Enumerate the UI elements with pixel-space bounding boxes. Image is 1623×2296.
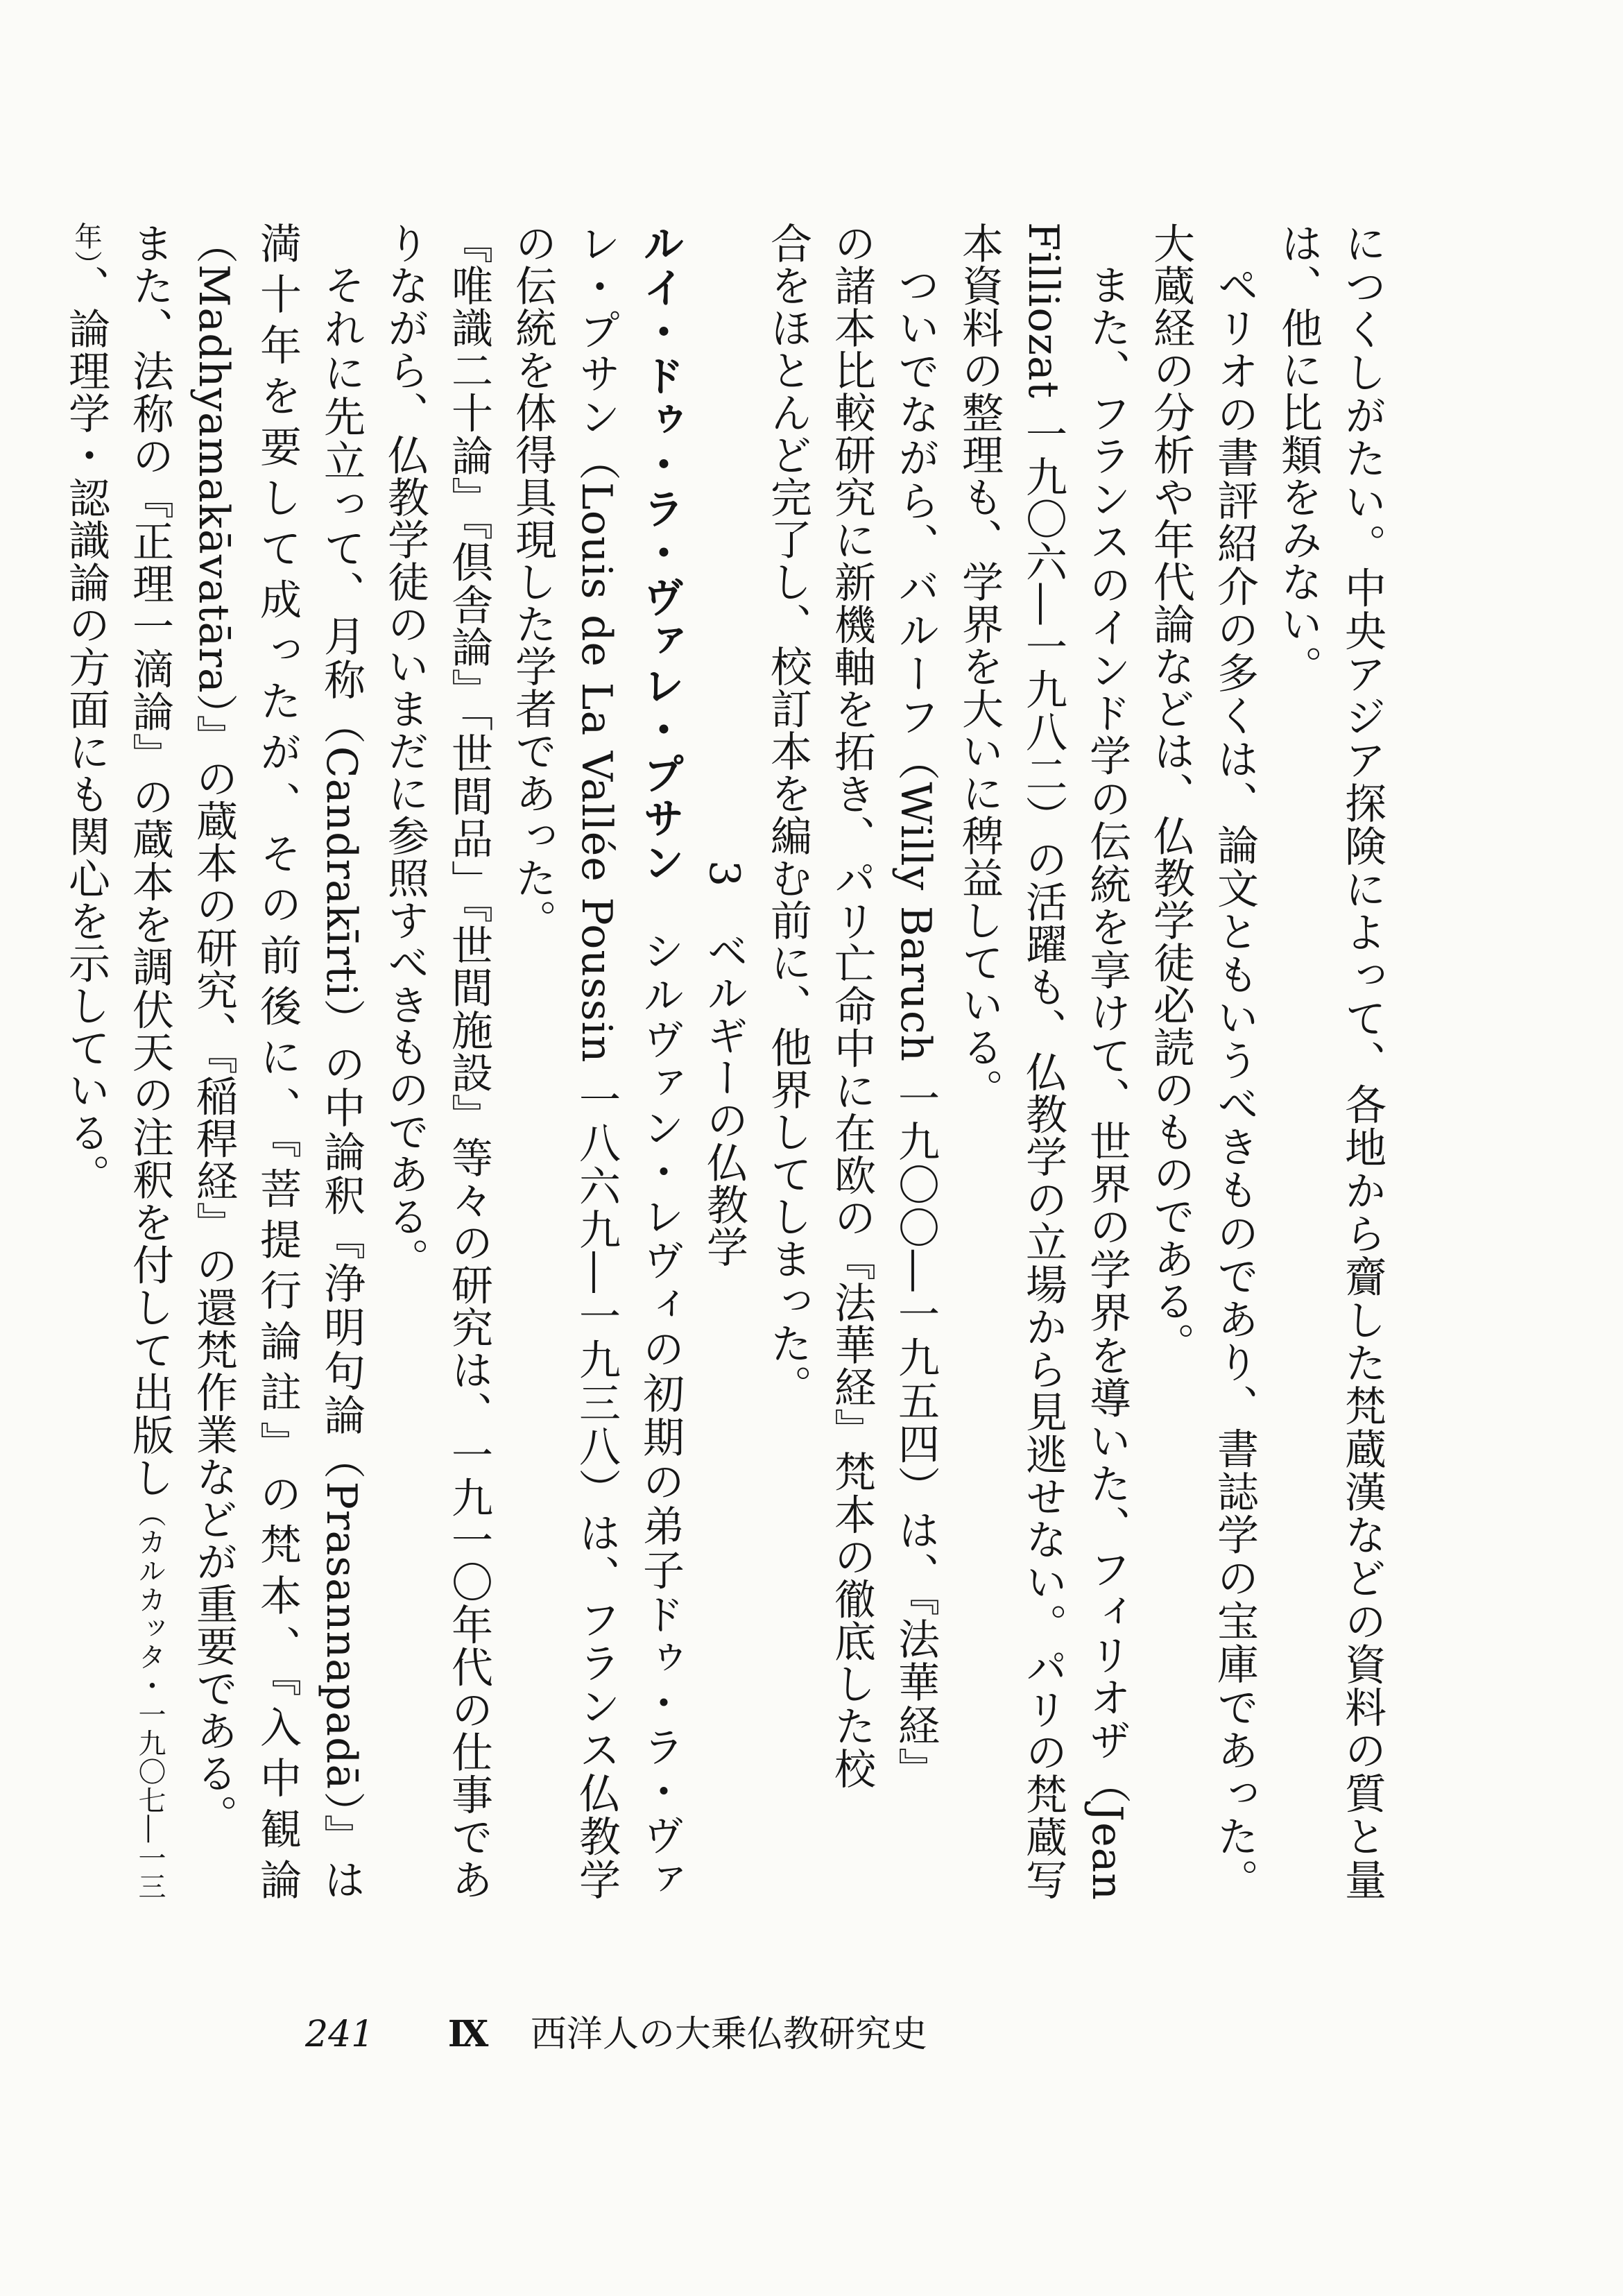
chapter-number: Ⅸ <box>447 2013 489 2055</box>
chapter-title: 西洋人の大乗仏教研究史 <box>530 2014 927 2055</box>
paragraph-text: 、論理学・認識論の方面にも関心を示している。 <box>62 265 110 1196</box>
paragraph: ペリオの書評紹介の多くは、論文ともいうべきものであり、書誌学の宝庫であった。大蔵経の分析や年代論などは、仏教学徒必読のものである。 <box>1147 222 1259 1901</box>
paragraph: それに先立って、月称（Candrakīrti）の中論釈『浄明句論（Prasannapadā）』は満十年を要して成ったが、その前後に、『菩提行論註』の梵本、『入中観論（Madhyamakāvatāra）』の蔵本の研究、『稲稈経』の還梵作業などが重要である。 <box>189 222 366 1901</box>
paragraph <box>501 222 692 1901</box>
paragraph-text: シルヴァン・レヴィの初期の弟子ドゥ・ラ・ヴァレ・プサン（Louis de La Vallée Poussin 一八六九―一九三八）は、フランス仏教学の伝統を体得具現した学者であった。 <box>508 222 685 1901</box>
page-footer <box>305 2005 927 2057</box>
paragraph: 『唯識二十論』『倶舎論』「世間品」『世間施設』等々の研究は、一九一〇年代の仕事でありながら、仏教学徒のいまだに参照すべきものである。 <box>381 222 493 1901</box>
name-lead: ルイ・ドゥ・ラ・ヴァレ・プサン <box>636 222 685 886</box>
inline-note: （カルカッタ・一九〇七―一三年） <box>70 222 166 1901</box>
paragraph: また、フランスのインド学の伝統を享けて、世界の学界を導いた、フィリオザ（Jean Filliozat 一九〇六―一九八二）の活躍も、仏教学の立場から見逃せない。パリの梵蔵写本資料の整理も、学界を大いに稗益している。 <box>955 222 1131 1901</box>
paragraph <box>54 222 182 1901</box>
paragraph: につくしがたい。中央アジア探険によって、各地から齎した梵蔵漢などの資料の質と量は、他に比類をみない。 <box>1274 222 1386 1901</box>
body-text <box>62 222 1394 1901</box>
section-heading: 3 ベルギーの仏教学 <box>700 860 748 1269</box>
paragraph-text: また、法称の『正理一滴論』の蔵本を調伏天の注釈を付して出版し <box>126 222 174 1500</box>
page-number: 241 <box>305 2014 375 2055</box>
paragraph: ついでながら、バルーフ（Willy Baruch 一九〇〇―一九五四）は、『法華経』の諸本比較研究に新機軸を拓き、パリ亡命中に在欧の『法華経』梵本の徹底した校合をほとんど完了し、校訂本を編む前に、他界してしまった。 <box>764 222 940 1790</box>
